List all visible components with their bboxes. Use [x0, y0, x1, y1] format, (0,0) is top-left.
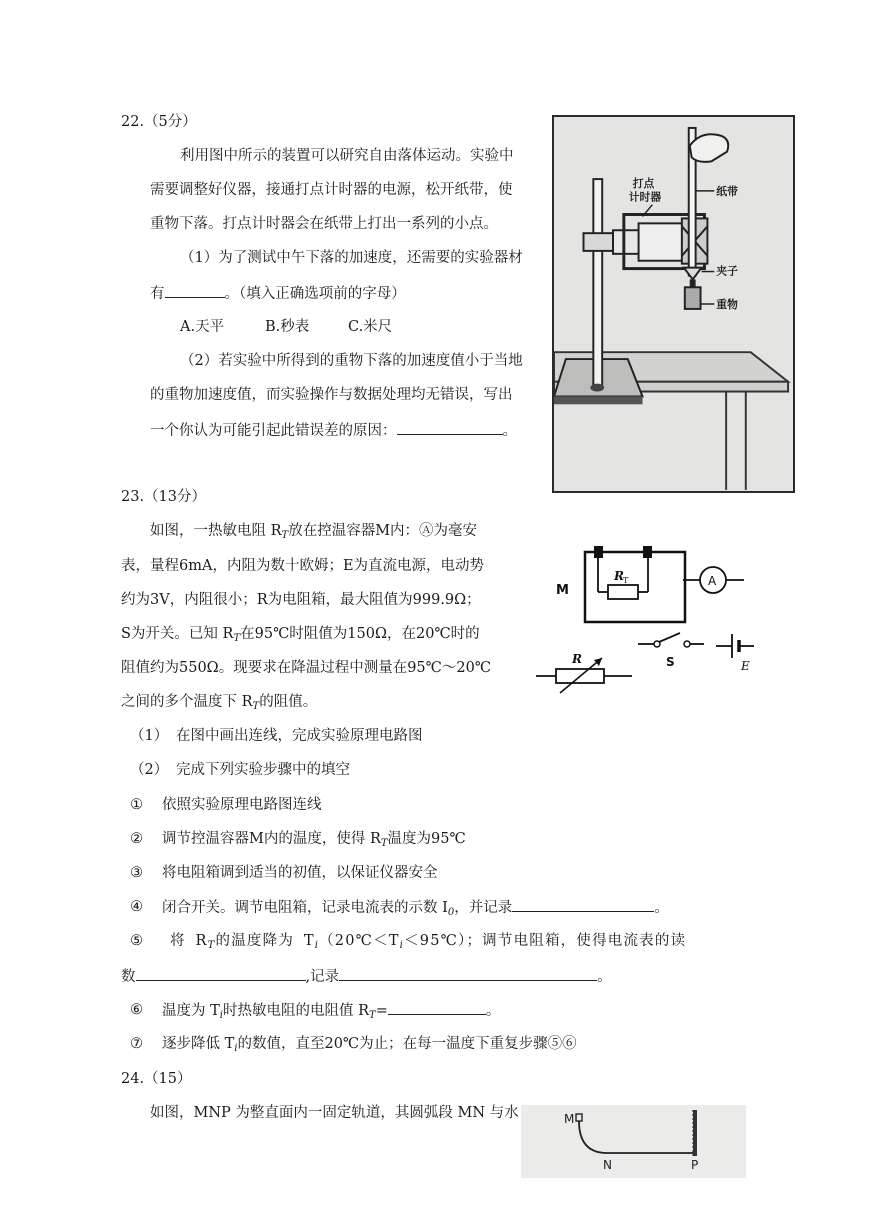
q22-part2-line2: 的重物加速度值，而实验操作与数据处理均无错误，写出 [150, 387, 513, 403]
q22-number: 22.（5分） [121, 114, 197, 130]
answer-blank[interactable] [165, 283, 225, 298]
container-label: M [556, 583, 569, 598]
answer-blank[interactable] [512, 897, 654, 912]
step-7-text: 逐步降低 $T_i$的数值，直至20℃为止；在每一温度下重复步骤⑤⑥ [162, 1036, 577, 1054]
q22-part2-line3: 一个你认为可能引起此错误差的原因： 。 [150, 420, 517, 441]
q22-part1-line2: 有 。（填入正确选项前的字母） [150, 283, 406, 304]
point-p-label: P [691, 1158, 699, 1172]
step-3-text: 将电阻箱调到适当的初值，以保证仪器安全 [162, 865, 438, 881]
resistance-box-label: R [572, 652, 582, 666]
timer-label: 打点 [632, 176, 655, 190]
q22-option-c: C.米尺 [348, 319, 393, 335]
answer-blank[interactable] [397, 420, 503, 435]
q22-option-a: A.天平 [180, 319, 225, 335]
q23-part2-number: （2） [130, 762, 169, 778]
step-4-number: ④ [130, 899, 143, 915]
ammeter-label: A [708, 574, 717, 588]
step-4-text: 闭合开关。调节电阻箱，记录电流表的示数 $I_0$，并记录 。 [162, 897, 669, 923]
thermistor-label: R [614, 569, 624, 583]
point-m-label: M [564, 1112, 575, 1126]
q23-intro-3: 约为3V，内阻很小；R为电阻箱，最大阻值为999.9Ω； [121, 592, 481, 608]
track-figure [521, 1105, 746, 1178]
step-5-number: ⑤ [130, 933, 143, 949]
q23-part1-number: （1） [130, 728, 169, 744]
free-fall-apparatus-figure [552, 115, 795, 493]
circuit-components-figure [528, 538, 778, 700]
q23-part2-text: 完成下列实验步骤中的填空 [176, 762, 350, 778]
q23-intro-1: 如图，一热敏电阻 $R_T$放在控温容器M内：Ⓐ为毫安 [150, 523, 478, 541]
q24-intro: 如图，MNP 为整直面内一固定轨道，其圆弧段 MN 与水 [150, 1105, 519, 1121]
answer-blank[interactable] [388, 1000, 486, 1015]
q23-intro-5: 阻值约为550Ω。现要求在降温过程中测量在95℃～20℃ [121, 660, 492, 676]
q23-intro-4: S为开关。已知 $R_T$在95℃时阻值为150Ω，在20℃时的 [121, 626, 480, 644]
step-2-number: ② [130, 831, 143, 847]
step-6-number: ⑥ [130, 1002, 143, 1018]
answer-blank[interactable] [339, 966, 597, 981]
q24-number: 24.（15） [121, 1071, 192, 1087]
q23-number: 23.（13分） [121, 489, 207, 505]
step-2-text: 调节控温容器M内的温度，使得 $R_T$温度为95℃ [162, 831, 466, 849]
step-1-number: ① [130, 797, 143, 813]
step-6-text: 温度为 $T_i$时热敏电阻的电阻值 $R_T=$ 。 [162, 1000, 500, 1026]
q22-intro-3: 重物下落。打点计时器会在纸带上打出一系列的小点。 [150, 216, 498, 232]
switch-label: S [666, 655, 675, 669]
q23-intro-2: 表，量程6mA，内阻为数十欧姆；E为直流电源，电动势 [121, 558, 485, 574]
weight-label: 重物 [716, 297, 738, 311]
q22-intro-2: 需要调整好仪器，接通打点计时器的电源，松开纸带，使 [150, 182, 513, 198]
step-5-text-cont: 数 ,记录 。 [121, 966, 612, 987]
q22-part2-line1: （2）若实验中所得到的重物下落的加速度值小于当地 [180, 353, 523, 369]
answer-blank[interactable] [136, 966, 306, 981]
q22-part1-line1: （1）为了测试中午下落的加速度，还需要的实验器材 [180, 250, 523, 266]
point-n-label: N [603, 1158, 612, 1172]
tape-label: 纸带 [716, 184, 738, 198]
step-7-number: ⑦ [130, 1036, 143, 1052]
q22-option-b: B.秒表 [265, 319, 310, 335]
step-1-text: 依照实验原理电路图连线 [162, 797, 322, 813]
q23-part1-text: 在图中画出连线，完成实验原理电路图 [176, 728, 423, 744]
step-5-text: 将 $R_T$的温度降为 $T_i(20℃<T_i<95℃)$；调节电阻箱，使得电流表的读 [170, 933, 687, 951]
q22-intro-1: 利用图中所示的装置可以研究自由落体运动。实验中 [180, 148, 514, 164]
clip-label: 夹子 [716, 264, 738, 278]
q23-intro-6: 之间的多个温度下 $R_T$的阻值。 [121, 694, 318, 712]
timer-label: 计时器 [628, 190, 662, 204]
svg-text:T: T [623, 576, 629, 585]
step-3-number: ③ [130, 865, 143, 881]
battery-label: E [741, 659, 750, 673]
